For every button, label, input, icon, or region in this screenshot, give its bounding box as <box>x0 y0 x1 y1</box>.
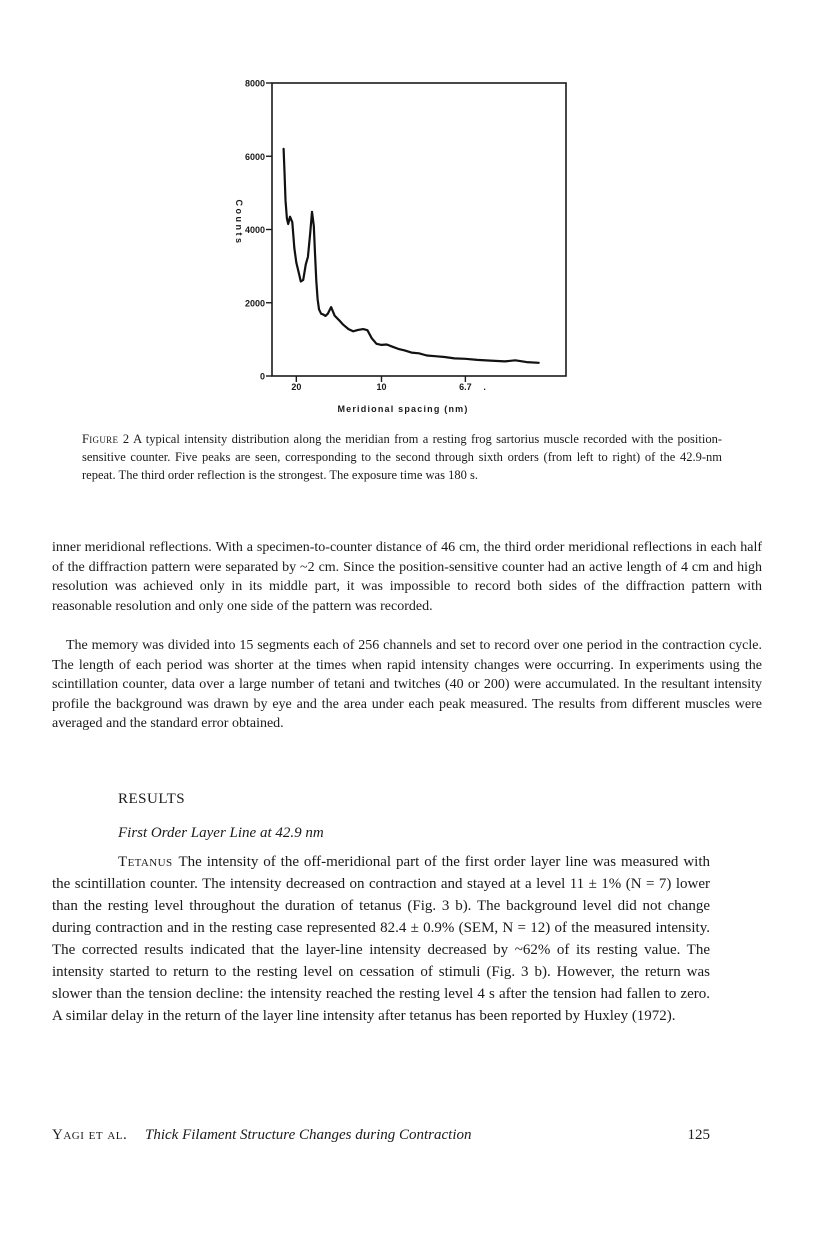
section-heading-results: RESULTS <box>118 791 186 807</box>
page-number: 125 <box>687 1127 710 1143</box>
y-tick-label: 4000 <box>244 225 265 235</box>
figure-2-chart <box>0 0 816 420</box>
body-paragraph-2 <box>52 636 762 734</box>
body-paragraph-3 <box>52 851 710 1027</box>
figure-caption <box>82 430 722 484</box>
paragraph-run-in-label: Tetanus <box>118 854 173 870</box>
x-axis-label: Meridional spacing (nm) <box>337 404 469 414</box>
series-line-1 <box>284 149 539 363</box>
plot-frame <box>272 83 566 376</box>
running-title: Thick Filament Structure Changes during Contraction <box>145 1127 472 1143</box>
x-tick-extra-mark: . <box>483 382 486 392</box>
paragraph-text: The intensity of the off-meridional part of the first order layer line was measured with the scintillation counter. The intensity decreased on contraction and stayed at a level 11 ± 1% (N = 7) lower than the resting level throughout the duration of tetanus (Fig. 3 b). The background level did not change during contraction and in the resting case represented 82.4 ± 0.9% (SEM, N = 12) of the measured intensity. The corrected results indicated that the layer-line intensity decreased by ~62% of its resting value. The intensity started to return to the resting level on cessation of stimuli (Fig. 3 b). However, the return was slower than the tension decline: the intensity reached the resting level 4 s after the tension had fallen to zero. A similar delay in the return of the layer line intensity after tetanus has been reported by Huxley (1972). <box>52 854 710 1024</box>
y-tick-label: 2000 <box>244 298 265 309</box>
y-axis-label: Counts <box>234 199 244 246</box>
x-tick-label: 10 <box>376 382 387 392</box>
paragraph-text: inner meridional reflections. With a specimen-to-counter distance of 46 cm, the third order meridional reflections in each half of the diffraction pattern were separated by ~2 cm. Since the position-sensitive counter had an active length of 4 cm and high resolution was achieved only in its middle part, it was impossible to record both sides of the diffraction pattern with reasonable resolution and only one side of the pattern was recorded. <box>52 540 762 614</box>
figure-label: Figure 2 <box>82 432 130 446</box>
paragraph-text: The memory was divided into 15 segments each of 256 channels and set to record over one period in the contraction cycle. The length of each period was shorter at the times when rapid intensity changes were occurring. In experiments using the scintillation counter, data over a large number of tetani and twitches (40 or 200) were accumulated. In the resultant intensity profile the background was drawn by eye and the area under each peak measured. The results from different muscles were averaged and the standard error obtained. <box>52 638 762 732</box>
y-tick-label: 0 <box>259 371 265 382</box>
x-tick-label: 6.7 <box>459 382 472 392</box>
page-footer <box>52 1127 710 1144</box>
running-authors: Yagi et al. <box>52 1127 128 1143</box>
subsection-heading: First Order Layer Line at 42.9 nm <box>118 825 324 841</box>
body-paragraph-1 <box>52 538 762 616</box>
y-tick-label: 8000 <box>244 78 265 89</box>
caption-text: A typical intensity distribution along the meridian from a resting frog sartorius muscle recorded with the position-sensitive counter. Five peaks are seen, corresponding to the second through sixth orders (from left to right) of the 42.9-nm repeat. The third order reflection is the strongest. The exposure time was 180 s. <box>82 432 723 482</box>
x-tick-label: 20 <box>291 382 302 392</box>
y-tick-label: 6000 <box>244 151 265 162</box>
